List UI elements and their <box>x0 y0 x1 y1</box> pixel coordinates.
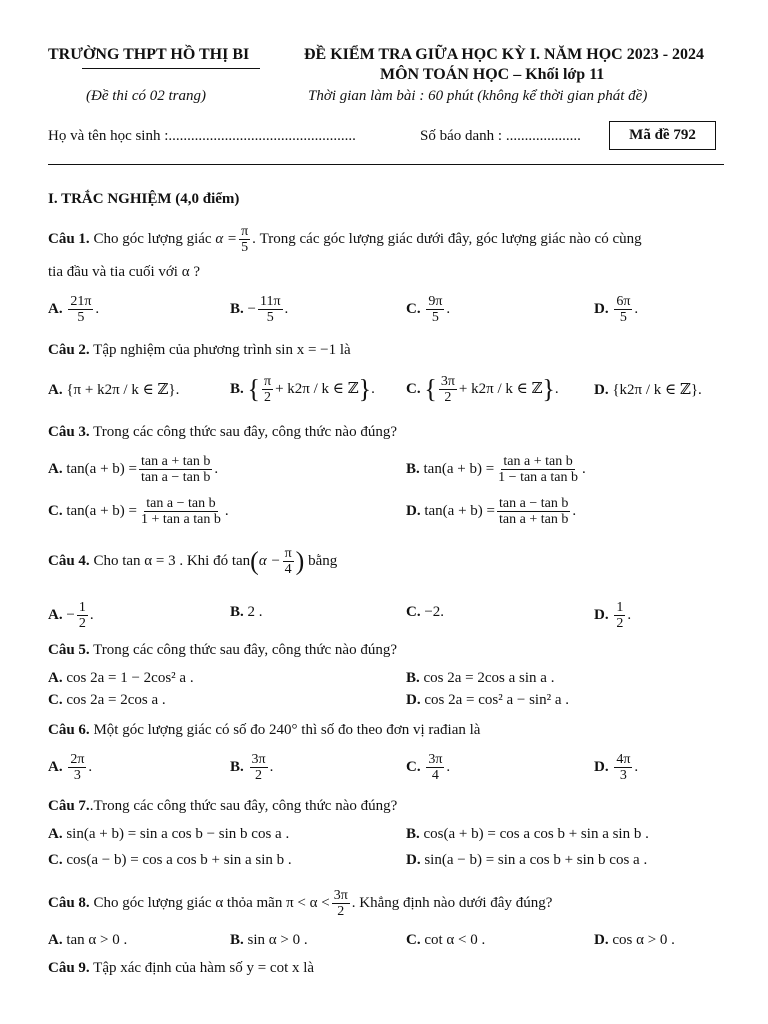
question-label: Câu 5. <box>48 642 90 658</box>
option-5d[interactable]: D. cos 2a = cos² a − sin² a . <box>406 692 569 708</box>
fraction: $\frac{\pi}{4}$ <box>284 546 292 577</box>
option-7d[interactable]: D. sin(a − b) = sin a cos b + sin b cos a . <box>406 852 648 868</box>
option-2a[interactable]: A. {π + k2π / k ∈ ℤ}. <box>48 382 180 398</box>
exam-duration: Thời gian làm bài : 60 phút (không kể thời gian phát đề) <box>308 88 648 104</box>
question-label: Câu 3. <box>48 424 90 440</box>
option-3c[interactable]: C. tan(a + b) = $\frac{\text{tan a − tan b}}{\text{1 + tan a tan b}}$ . <box>48 496 229 527</box>
question-label: Câu 9. <box>48 960 90 976</box>
fraction: $\frac{11\pi}{5}$ <box>259 294 281 325</box>
option-4d[interactable]: D. $\frac{1}{2}$ . <box>594 600 632 631</box>
question-1 <box>48 224 642 255</box>
question-text: . Khẳng định nào dưới đây đúng? <box>351 894 553 911</box>
exam-subject: MÔN TOÁN HỌC – Khối lớp 11 <box>380 66 605 83</box>
option-1c[interactable]: C. $\frac{9\pi}{5}$ . <box>406 294 451 325</box>
question-8 <box>48 888 552 919</box>
option-2c[interactable]: C. { $\frac{3\pi}{2}$ + k2π / k ∈ ℤ}. <box>406 374 559 405</box>
question-text: Trong các công thức sau đây, công thức nào đúng? <box>93 642 397 658</box>
fraction: $\frac{2\pi}{3}$ <box>70 752 85 783</box>
option-1a[interactable]: A. $\frac{21\pi}{5}$ . <box>48 294 100 325</box>
question-text: Cho góc lượng giác <box>93 230 212 247</box>
option-2b[interactable]: B. { $\frac{\pi}{2}$ + k2π / k ∈ ℤ}. <box>230 374 375 405</box>
question-text: Một góc lượng giác có số đo 240° thì số đo theo đơn vị rađian là <box>93 722 481 738</box>
option-3d[interactable]: D. tan(a + b) = $\frac{\text{tan a − tan b}}{\text{tan a + tan b}}$ . <box>406 496 577 527</box>
fraction: $\frac{\text{tan a + tan b}}{\text{tan a − tan b}}$ <box>141 454 211 485</box>
header-divider <box>48 164 724 165</box>
math-variable: α = <box>215 230 238 247</box>
option-8a[interactable]: A. tan α > 0 . <box>48 932 128 948</box>
school-name: TRƯỜNG THPT HỒ THỊ BI <box>48 46 250 63</box>
fraction: $\frac{3\pi}{2}$ <box>333 888 348 919</box>
question-2 <box>48 342 351 359</box>
question-7 <box>48 798 397 815</box>
question-label: Câu 7. <box>48 798 90 814</box>
question-1-cont: tia đầu và tia cuối với α ? <box>48 264 200 280</box>
option-8d[interactable]: D. cos α > 0 . <box>594 932 675 948</box>
option-7a[interactable]: A. sin(a + b) = sin a cos b − sin b cos a . <box>48 826 290 842</box>
option-4b[interactable]: B. 2 . <box>230 604 263 620</box>
option-8b[interactable]: B. sin α > 0 . <box>230 932 308 948</box>
question-label: Câu 2. <box>48 342 90 358</box>
fraction: $\frac{\pi}{2}$ <box>264 374 272 405</box>
option-6d[interactable]: D. $\frac{4\pi}{3}$ . <box>594 752 639 783</box>
question-3 <box>48 424 397 441</box>
exam-code-box: Mã đề 792 <box>609 121 716 150</box>
question-text: Cho tan α = 3 . Khi đó <box>93 552 229 569</box>
question-5 <box>48 642 397 659</box>
fraction: $\frac{\text{tan a − tan b}}{\text{1 + tan a tan b}}$ <box>141 496 221 527</box>
question-text: Trong các công thức sau đây, công thức nào đúng? <box>93 424 397 440</box>
fraction: $\frac{1}{2}$ <box>616 600 624 631</box>
option-6c[interactable]: C. $\frac{3\pi}{4}$ . <box>406 752 451 783</box>
fraction: $\frac{3\pi}{2}$ <box>251 752 266 783</box>
option-6b[interactable]: B. $\frac{3\pi}{2}$ . <box>230 752 274 783</box>
exam-title: ĐỀ KIỂM TRA GIỮA HỌC KỲ I. NĂM HỌC 2023 - 2024 <box>304 46 705 63</box>
fraction: $\frac{4\pi}{3}$ <box>616 752 631 783</box>
fraction: $\frac{3\pi}{2}$ <box>440 374 455 405</box>
option-7b[interactable]: B. cos(a + b) = cos a cos b + sin a sin b . <box>406 826 649 842</box>
option-5a[interactable]: A. cos 2a = 1 − 2cos² a . <box>48 670 194 686</box>
option-5c[interactable]: C. cos 2a = 2cos a . <box>48 692 166 708</box>
candidate-number-field: Số báo danh : .................... <box>420 128 581 144</box>
question-text: Tập xác định của hàm số y = cot x là <box>93 960 315 976</box>
fraction: $\frac{\text{tan a − tan b}}{\text{tan a + tan b}}$ <box>499 496 569 527</box>
question-label: Câu 1. <box>48 230 90 247</box>
option-1d[interactable]: D. $\frac{6\pi}{5}$ . <box>594 294 639 325</box>
question-6 <box>48 722 480 739</box>
option-3a[interactable]: A. tan(a + b) = $\frac{\text{tan a + tan b}}{\text{tan a − tan b}}$ . <box>48 454 219 485</box>
question-label: Câu 6. <box>48 722 90 738</box>
option-4a[interactable]: A. − $\frac{1}{2}$ . <box>48 600 94 631</box>
question-text: . Trong các góc lượng giác dưới đây, góc lượng giác nào có cùng <box>252 230 642 247</box>
option-3b[interactable]: B. tan(a + b) = $\frac{\text{tan a + tan b}}{\text{1 − tan a tan b}}$ . <box>406 454 586 485</box>
option-4c[interactable]: C. −2. <box>406 604 445 620</box>
question-label: Câu 4. <box>48 552 90 569</box>
school-underline <box>82 68 260 69</box>
fraction: $\frac{\text{tan a + tan b}}{\text{1 − tan a tan b}}$ <box>498 454 578 485</box>
fraction: $\frac{\pi}{5}$ <box>241 224 249 255</box>
option-6a[interactable]: A. $\frac{2\pi}{3}$ . <box>48 752 93 783</box>
question-9 <box>48 960 314 977</box>
question-text: Tập nghiệm của phương trình sin x = −1 là <box>93 342 351 358</box>
option-7c[interactable]: C. cos(a − b) = cos a cos b + sin a sin b . <box>48 852 292 868</box>
fraction: $\frac{21\pi}{5}$ <box>70 294 92 325</box>
question-text: bằng <box>308 552 338 569</box>
student-name-field: Họ và tên học sinh :.................................................. <box>48 128 356 144</box>
option-8c[interactable]: C. cot α < 0 . <box>406 932 486 948</box>
option-1b[interactable]: B. − $\frac{11\pi}{5}$ . <box>230 294 289 325</box>
option-5b[interactable]: B. cos 2a = 2cos a sin a . <box>406 670 555 686</box>
pages-note: (Đề thi có 02 trang) <box>86 88 206 104</box>
question-text: Cho góc lượng giác α thỏa mãn π < α < <box>93 894 330 911</box>
option-2d[interactable]: D. {k2π / k ∈ ℤ}. <box>594 382 702 398</box>
fraction: $\frac{3\pi}{4}$ <box>428 752 443 783</box>
question-text: .Trong các công thức sau đây, công thức nào đúng? <box>89 798 398 814</box>
fraction: $\frac{1}{2}$ <box>78 600 86 631</box>
section-title: I. TRẮC NGHIỆM (4,0 điểm) <box>48 191 240 207</box>
fraction: $\frac{9\pi}{5}$ <box>428 294 443 325</box>
question-label: Câu 8. <box>48 894 90 911</box>
fraction: $\frac{6\pi}{5}$ <box>616 294 631 325</box>
question-4: Câu 4. Cho tan α = 3 . Khi đó tan(α − $\frac{\pi}{4}$ ) bằng <box>48 546 338 577</box>
